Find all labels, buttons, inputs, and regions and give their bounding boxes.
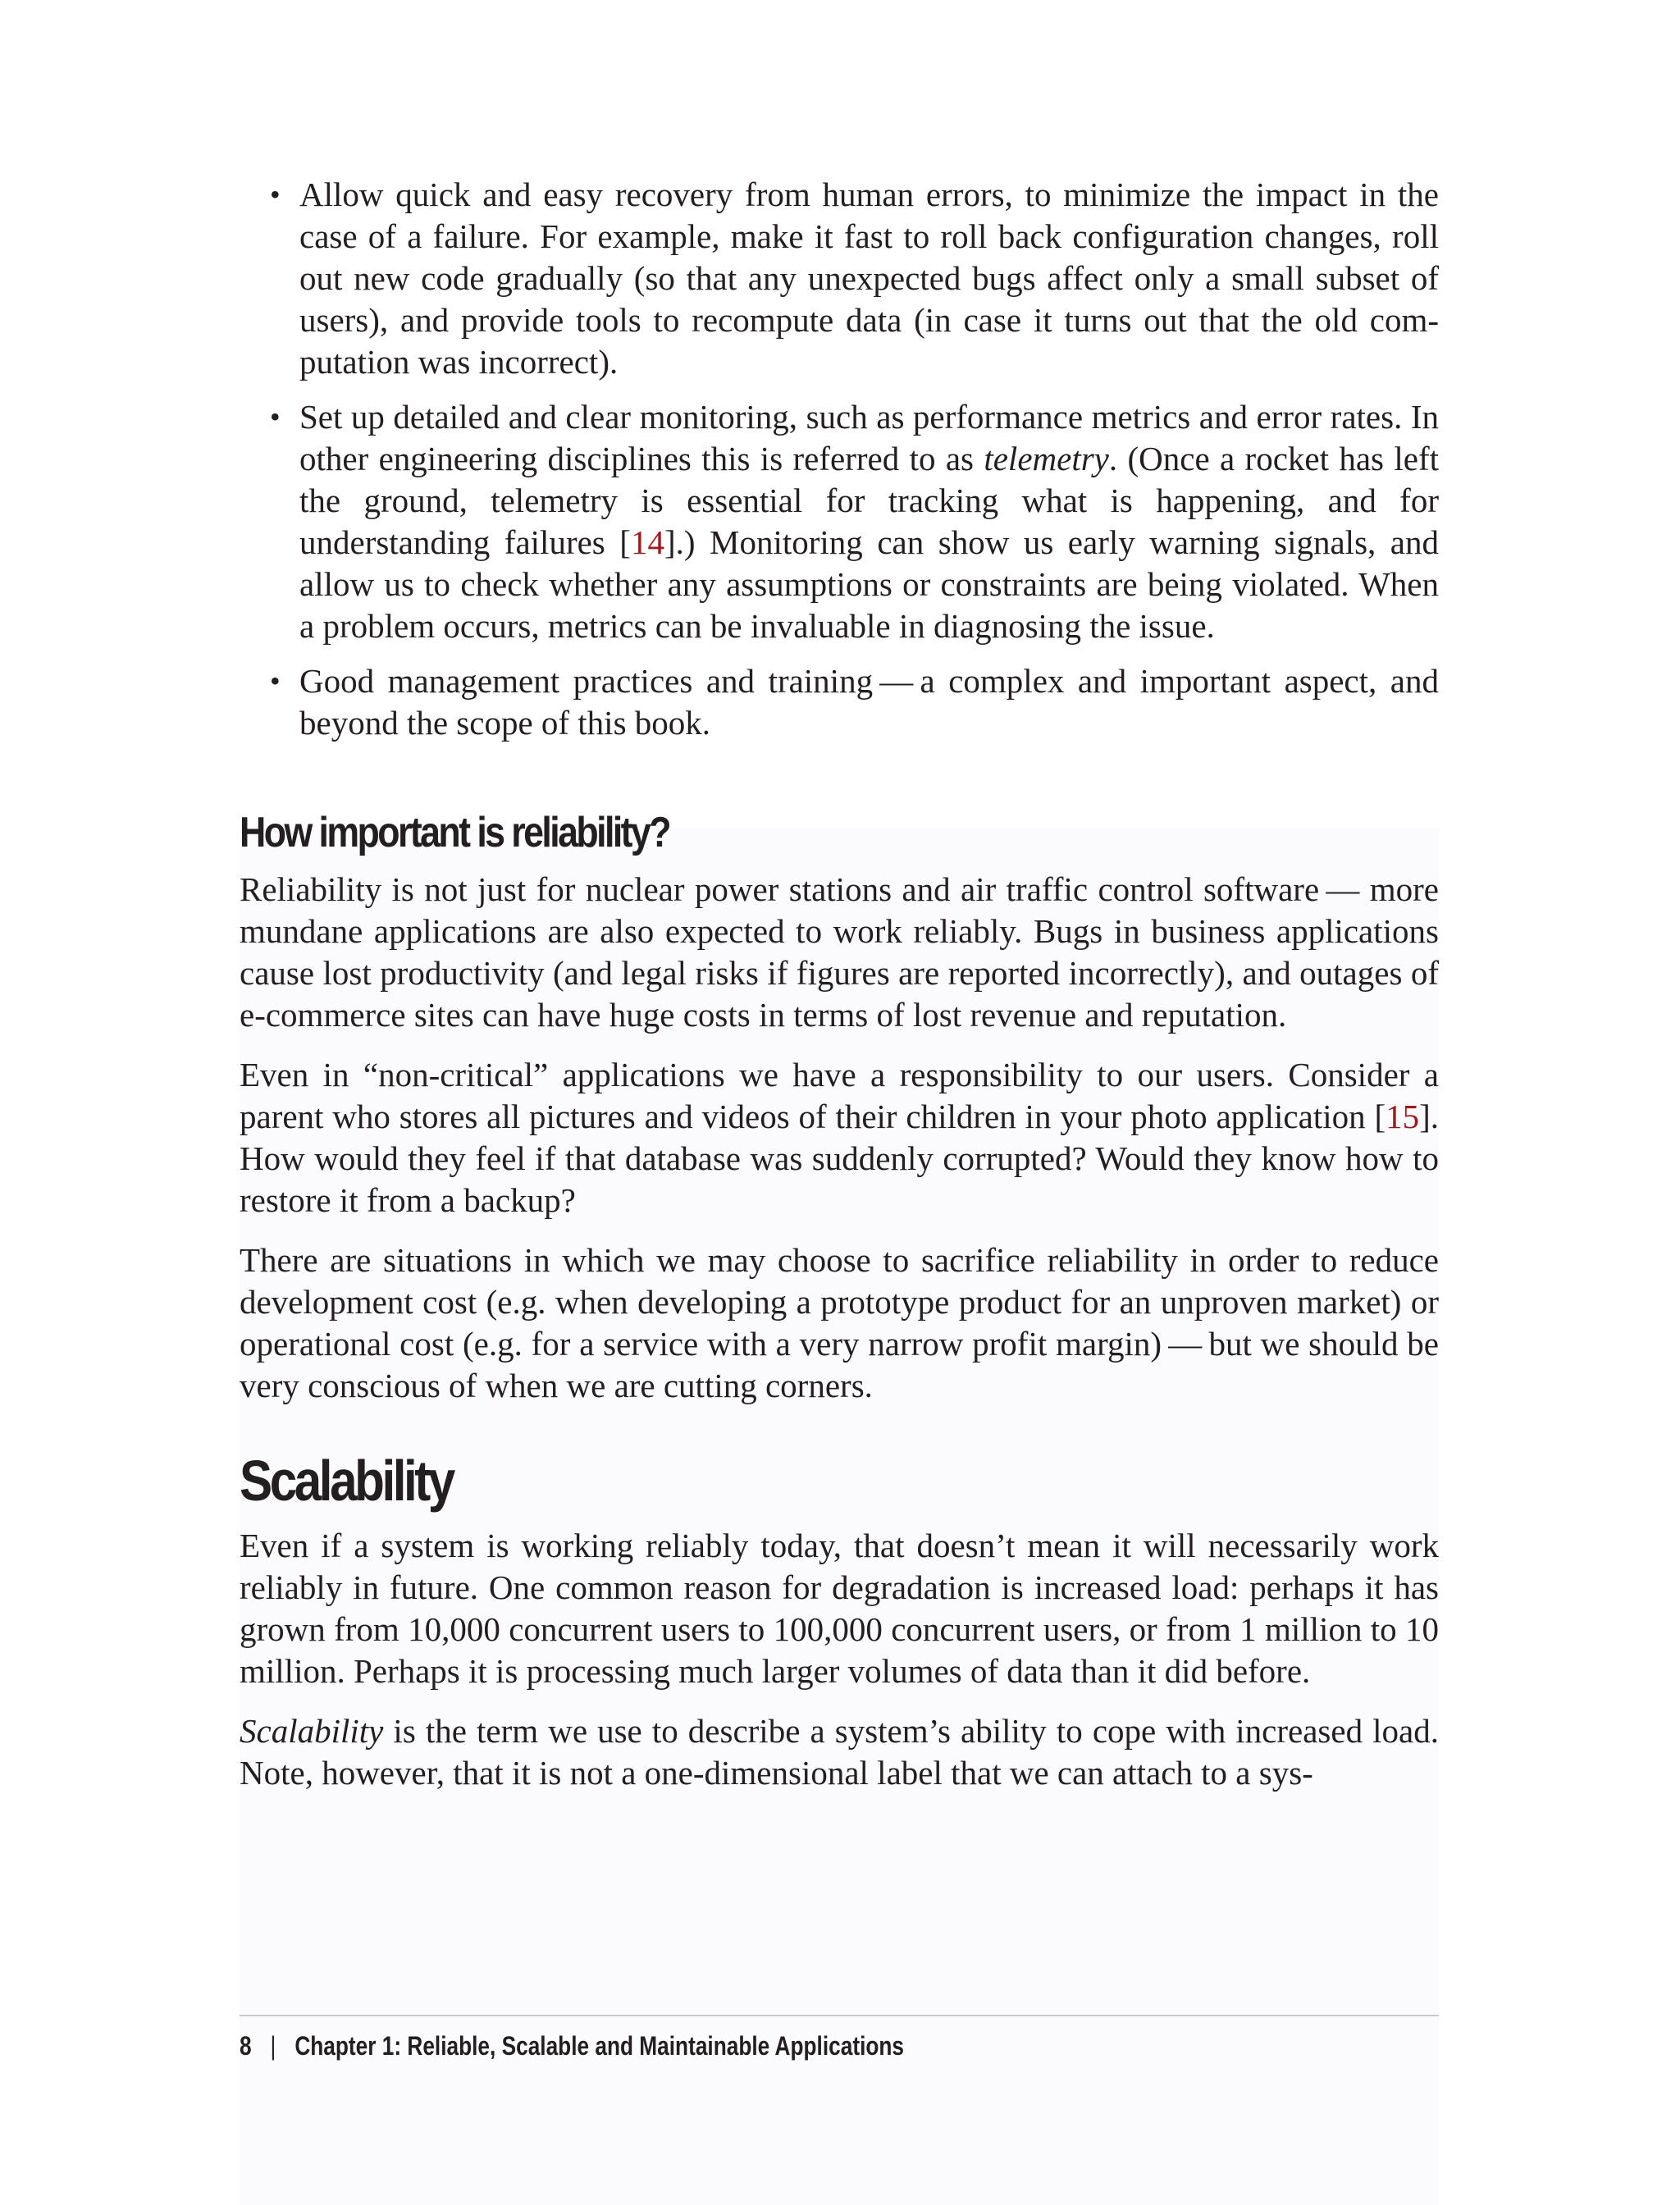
subsection-heading: How important is reliability? <box>240 809 670 856</box>
text-run: Even if a system is working reliably today, that doesn’t mean it will necessarily work reliably in future. One common reason for degradation is increased load: perhaps it has grown from 10,000 concurrent users to 100,000 concurrent users, or from 1 million to 10 million. Perhaps it is processing much larger volumes of data than it did before. <box>240 1527 1439 1690</box>
footer-rule <box>240 2015 1439 2016</box>
bullet-icon: • <box>270 400 281 433</box>
paragraph <box>240 869 1439 1036</box>
section-heading: Scalability <box>240 1449 453 1513</box>
page-body <box>240 174 1439 1812</box>
text-run: There are situations in which we may choose to sacrifice reliability in order to reduce development cost (e.g. when developing a prototype product for an unproven market) or operational cost (e.g. for a service with a very narrow profit margin) — but we should be very conscious of when we are cutting corners. <box>240 1241 1439 1404</box>
bullet-item <box>240 660 1439 744</box>
text-run: Allow quick and easy recovery from human errors, to minimize the impact in the case of a failure. For example, make it fast to roll back configuration changes, roll out new code gradually (so that any unexpected bugs affect only a small subset of users), and provide tools to recompute data (in case it turns out that the old computation was incorrect). <box>299 176 1439 381</box>
paragraph <box>240 1710 1439 1794</box>
text-run: Even in “non-critical” applications we have a responsibility to our users. Consider a parent who stores all pictures and videos of their children in your photo application [ <box>240 1056 1439 1135</box>
text-run: Set up detailed and clear monitoring, such as performance metrics and error rates. In other engineering disciplines this is referred to as <box>299 398 1439 477</box>
text-run: is the term we use to describe a system’s ability to cope with increased load. Note, however, that it is not a one-dimensional label that we can attach to a sys- <box>240 1712 1439 1792</box>
bullet-text <box>299 662 1439 742</box>
bullet-item <box>240 174 1439 383</box>
paragraph <box>240 1054 1439 1221</box>
reference-link[interactable]: 14 <box>630 523 664 561</box>
text-run: Reliability is not just for nuclear power stations and air traffic control software — more mundane applications are also expected to work reliably. Bugs in business applications cause lost productivity (and legal risks if figures are reported incorrectly), and outages of e-commerce sites can have huge costs in terms of lost revenue and reputation. <box>240 870 1439 1034</box>
footer-separator: | <box>270 2031 276 2061</box>
chapter-title: Chapter 1: Reliable, Scalable and Maintainable Applications <box>294 2031 905 2061</box>
bullet-text <box>299 398 1439 645</box>
text-run: . (Once a rocket has left the ground, telemetry is essential for tracking what is happening, and for understanding failures [ <box>299 440 1439 561</box>
emphasis-term: Scalability <box>240 1712 384 1750</box>
text-run: Good management practices and training — a complex and important aspect, and beyond the scope of this book. <box>299 662 1439 742</box>
bullet-icon: • <box>270 664 281 697</box>
paragraph <box>240 1525 1439 1692</box>
text-run: ]. How would they feel if that database was suddenly corrupted? Would they know how to restore it from a backup? <box>240 1098 1439 1219</box>
bullet-text <box>299 176 1439 381</box>
bullet-list <box>240 174 1439 744</box>
page-number: 8 <box>240 2031 252 2061</box>
text-run: ].) Monitoring can show us early warning signals, and allow us to check whether any assumptions or constraints are being violated. When a problem occurs, metrics can be invaluable in diagnosing the issue. <box>299 523 1439 645</box>
bullet-icon: • <box>270 178 281 211</box>
reference-link[interactable]: 15 <box>1386 1098 1420 1135</box>
bullet-item <box>240 396 1439 647</box>
paragraph <box>240 1239 1439 1407</box>
emphasis-term: telemetry <box>984 440 1109 477</box>
page-footer <box>240 2029 904 2062</box>
